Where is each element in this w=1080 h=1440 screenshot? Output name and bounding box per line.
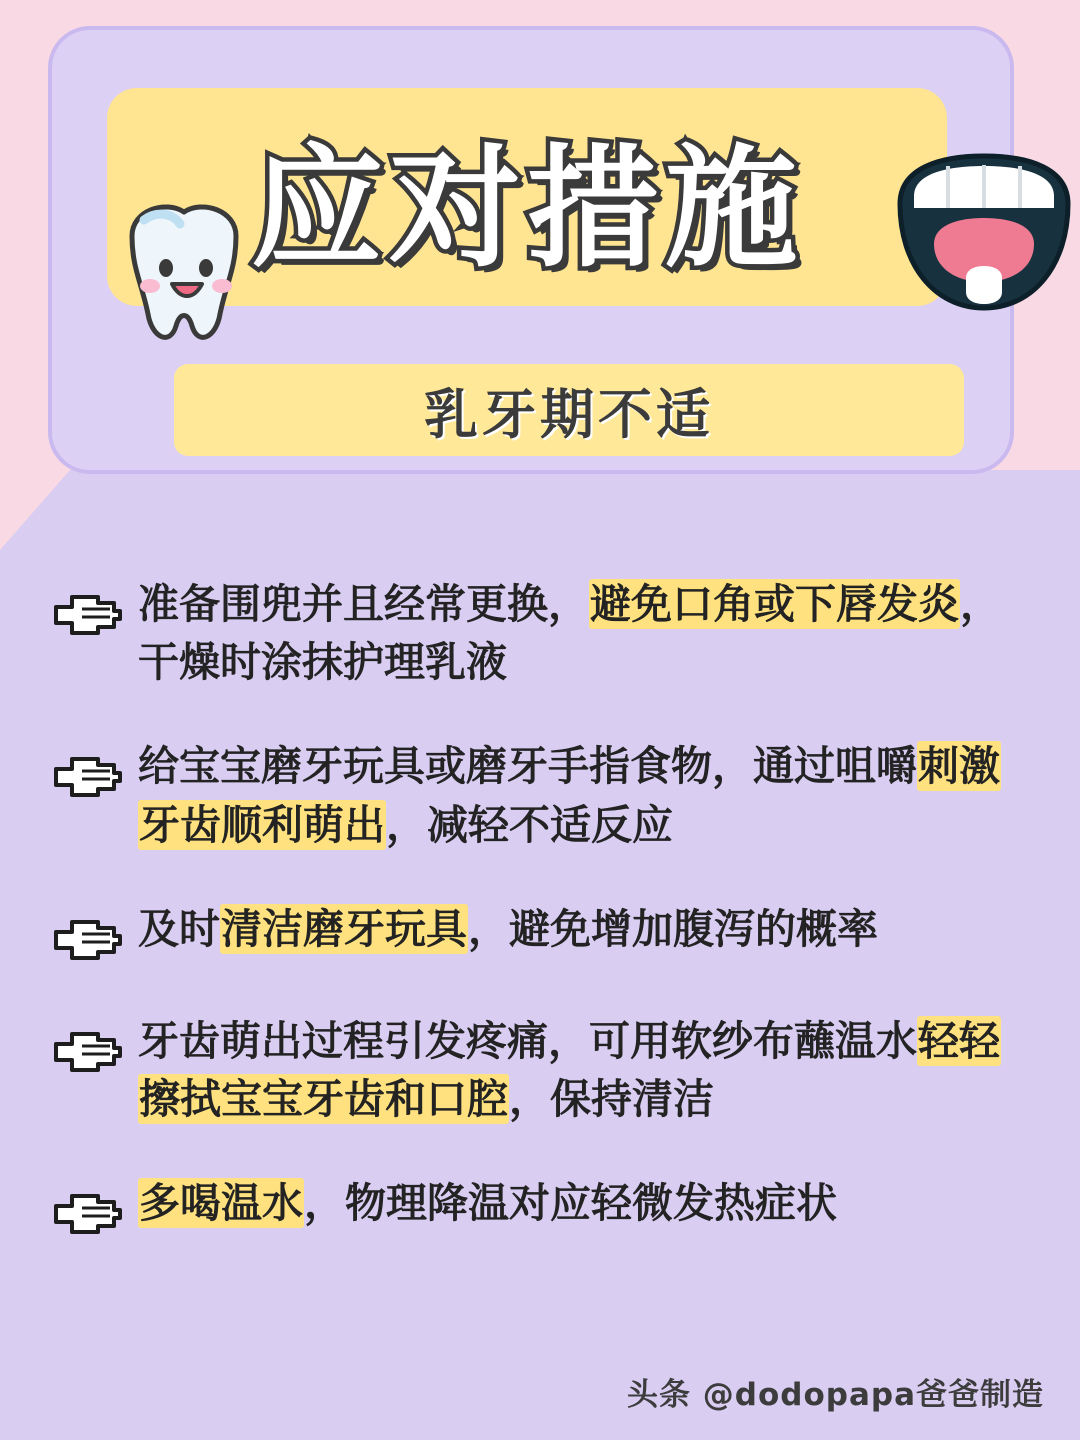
text-plain: ，干燥时涂抹护理乳液 [138,580,1001,687]
list-item-text [138,1174,1038,1232]
text-plain: 准备围兜并且经常更换， [138,580,589,628]
text-plain: ，物理降温对应轻微发热症状 [304,1179,837,1228]
text-plain: 牙齿萌出过程引发疼痛，可用软纱布蘸温水 [138,1016,917,1065]
list-item-text [138,900,1038,958]
list-item [52,575,1042,691]
open-mouth-icon [888,152,1080,314]
page-subtitle: 乳牙期不适 [424,382,714,446]
text-plain: ，避免增加腹泻的概率 [468,904,878,953]
pointing-hand-icon [52,914,124,966]
text-plain: ，保持清洁 [509,1075,714,1124]
text-plain: 给宝宝磨牙玩具或磨牙手指食物，通过咀嚼 [138,742,917,791]
watermark: 头条 @dodopapa爸爸制造 [627,1377,1044,1413]
text-highlight: 避免口角或下唇发炎 [590,580,959,628]
list-item [52,1012,1042,1128]
list-item [52,900,1042,966]
pointing-hand-icon [52,1188,124,1240]
pointing-hand-icon [52,751,124,803]
text-highlight: 刺激牙齿顺利萌出 [139,742,1000,849]
list-item [52,1174,1042,1240]
list-item [52,737,1042,853]
page-title: 应对措施 [251,132,803,286]
subtitle-band [174,364,964,456]
pointing-hand-icon [52,589,124,641]
text-highlight: 清洁磨牙玩具 [221,904,467,953]
text-highlight: 多喝温水 [139,1179,303,1228]
header-card [48,26,1014,474]
text-plain: 及时 [138,904,220,953]
text-highlight: 轻轻擦拭宝宝牙齿和口腔 [139,1016,1000,1124]
measures-list [52,575,1042,1286]
tooth-icon [114,198,254,358]
list-item-text [138,575,1038,691]
list-item-text [138,737,1038,853]
list-item-text [138,1012,1038,1128]
pointing-hand-icon [52,1026,124,1078]
text-plain: ，减轻不适反应 [386,800,673,849]
